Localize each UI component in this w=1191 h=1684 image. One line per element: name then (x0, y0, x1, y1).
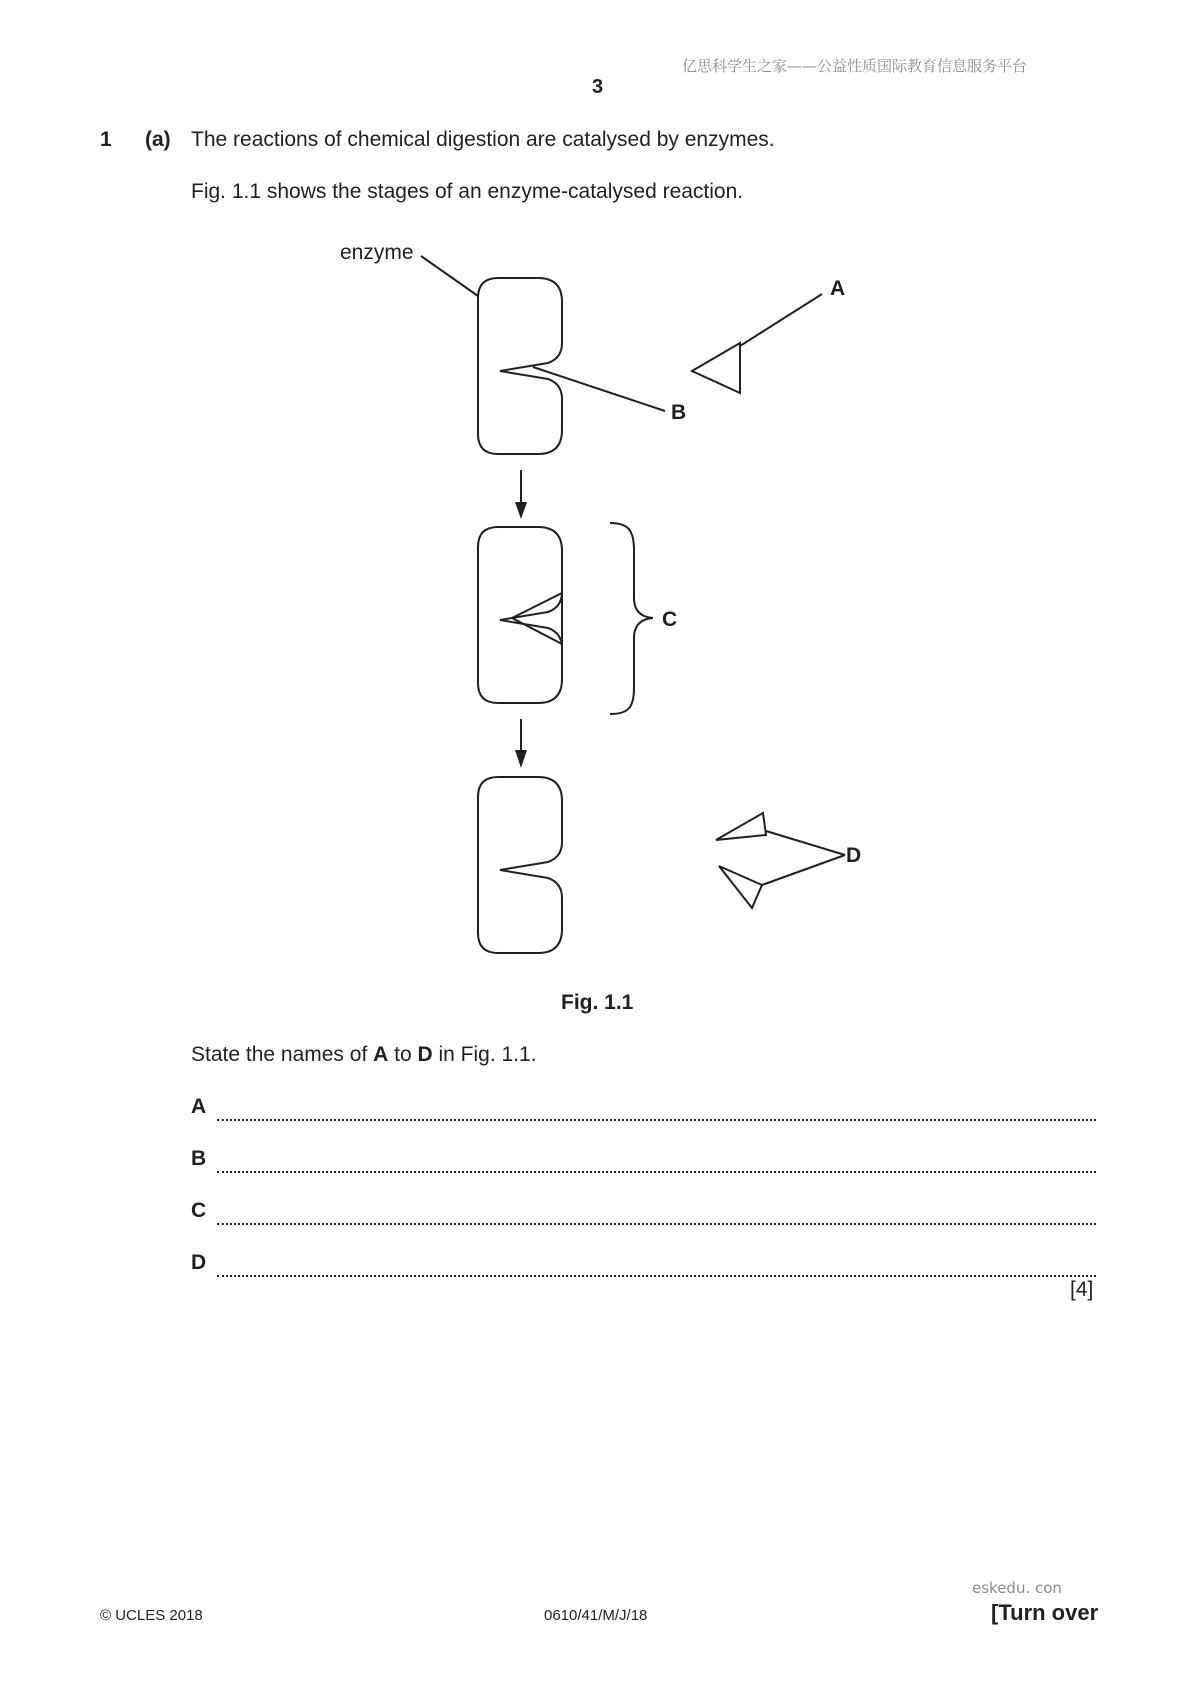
answer-label-a: A (191, 1095, 207, 1118)
enzyme-shape-1 (478, 278, 562, 454)
substrate-in-active-site (512, 593, 562, 644)
footer-copyright: © UCLES 2018 (100, 1607, 203, 1624)
product-triangle-2 (719, 866, 762, 908)
label-c: C (662, 608, 678, 631)
leader-d-1 (766, 831, 845, 855)
instruction-a: A (373, 1043, 389, 1066)
leader-b (533, 367, 665, 411)
answer-label-d: D (191, 1251, 207, 1274)
answer-row-a (191, 1095, 1096, 1121)
answer-row-b (191, 1147, 1096, 1173)
leader-a (740, 294, 822, 346)
substrate-triangle-a (692, 343, 740, 393)
leader-d-2 (762, 855, 845, 885)
figure-caption: Fig. 1.1 (561, 991, 634, 1014)
footer-turn-over: [Turn over (991, 1600, 1099, 1625)
brace-c (610, 523, 653, 714)
marks: [4] (1070, 1278, 1094, 1301)
label-d: D (846, 844, 862, 867)
arrow-1-head (515, 502, 527, 519)
answer-line-a[interactable] (217, 1095, 1096, 1121)
instruction (191, 1043, 537, 1067)
arrow-2-head (515, 750, 527, 768)
watermark-top: 亿思科学生之家——公益性质国际教育信息服务平台 (682, 57, 1028, 75)
answer-line-b[interactable] (217, 1147, 1096, 1173)
instruction-mid: to (388, 1043, 418, 1066)
answer-line-c[interactable] (217, 1199, 1096, 1225)
answer-row-c (191, 1199, 1096, 1225)
enzyme-shape-3 (478, 777, 562, 953)
question-part: (a) (145, 128, 171, 151)
answer-label-c: C (191, 1199, 207, 1222)
instruction-d: D (417, 1043, 433, 1066)
leader-enzyme (421, 256, 478, 296)
label-a: A (830, 277, 846, 300)
footer-code: 0610/41/M/J/18 (544, 1607, 648, 1624)
label-b: B (671, 401, 687, 424)
answer-label-b: B (191, 1147, 207, 1170)
question-number: 1 (100, 128, 112, 151)
watermark-bottom: eskedu. con (972, 1579, 1062, 1597)
label-enzyme: enzyme (340, 241, 414, 264)
page-number: 3 (592, 76, 604, 98)
question-intro: The reactions of chemical digestion are catalysed by enzymes. (191, 128, 775, 151)
figure-intro: Fig. 1.1 shows the stages of an enzyme-catalysed reaction. (191, 180, 744, 203)
instruction-pre: State the names of (191, 1043, 374, 1066)
answer-line-d[interactable] (217, 1251, 1096, 1277)
instruction-post: in Fig. 1.1. (432, 1043, 537, 1066)
answer-row-d (191, 1251, 1096, 1277)
product-triangle-1 (716, 813, 766, 840)
